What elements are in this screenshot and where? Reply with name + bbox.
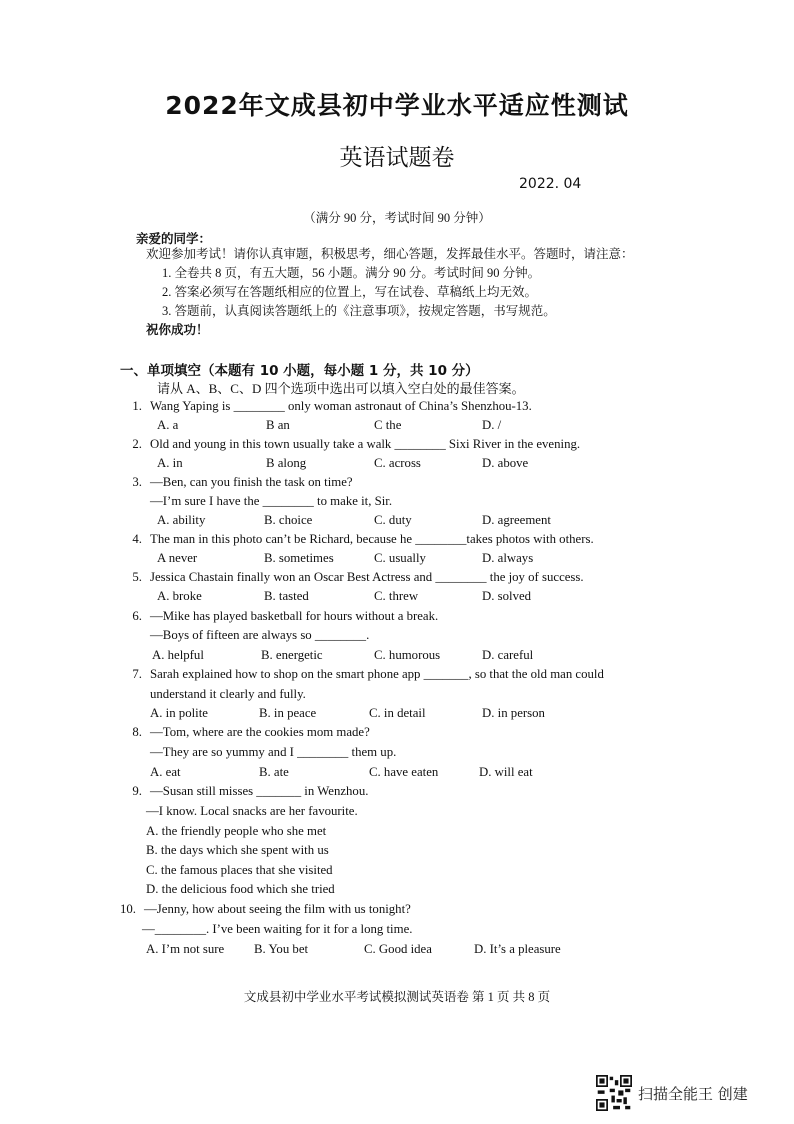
option: B an [266,418,290,432]
option: B. the days which she spent with us [146,843,329,857]
option: B along [266,456,307,470]
exam-date: 2022. 04 [519,176,582,192]
option: B. choice [264,513,313,527]
option: B. ate [259,765,289,779]
option: B. sometimes [264,551,334,565]
intro-line: 2. 答案必须写在答题纸相应的位置上，写在试卷、草稿纸上均无效。 [162,285,538,299]
question-stem [122,570,584,585]
option: C. across [374,456,421,470]
intro-closing: 祝你成功！ [146,323,209,337]
question-stem [122,475,353,490]
option: A. in [157,456,183,470]
question-text: The man in this photo can’t be Richard, because he ________takes photos with others. [150,532,594,546]
option: C. usually [374,551,426,565]
option: C. duty [374,513,412,527]
question-text: understand it clearly and fully. [150,687,306,701]
page-footer: 文成县初中学业水平考试模拟测试英语卷 第 1 页 共 8 页 [243,990,551,1004]
question-text: —Mike has played basketball for hours without a break. [150,609,439,623]
option: C. the famous places that she visited [146,863,333,877]
option: A. in polite [150,706,208,720]
option: A. I’m not sure [146,942,225,956]
question-text: —________. I’ve been waiting for it for a long time. [142,922,413,936]
question-number: 8. [132,725,142,739]
question-number: 3. [132,475,142,489]
option: D. above [482,456,529,470]
option: D. It’s a pleasure [474,942,561,956]
question-number: 1. [132,399,142,413]
question-text: —Boys of fifteen are always so ________. [150,628,370,642]
question-text: —Tom, where are the cookies mom made? [150,725,370,739]
option: C the [374,418,402,432]
exam-subtitle: 英语试题卷 [339,145,455,171]
option: A. a [157,418,179,432]
question-text: Sarah explained how to shop on the smart phone app _______, so that the old man could [150,667,604,681]
question-stem [122,532,594,547]
question-stem [122,784,368,799]
option: D. agreement [482,513,551,527]
question-text: —Susan still misses _______ in Wenzhou. [150,784,369,798]
question-number: 4. [132,532,142,546]
question-text: —Ben, can you finish the task on time? [150,475,353,489]
question-stem [122,437,580,452]
intro-block [146,245,706,340]
option: A. the friendly people who she met [146,824,327,838]
option: A. eat [150,765,181,779]
question-number: 6. [132,609,142,623]
question-text: —Jenny, how about seeing the film with us tonight? [144,902,411,916]
intro-line: 3. 答题前，认真阅读答题纸上的《注意事项》，按规定答题，书写规范。 [162,304,556,318]
question-text: —They are so yummy and I ________ them up. [150,745,397,759]
question-stem [116,902,411,917]
question-text: —I’m sure I have the ________ to make it, Sir. [150,494,393,508]
option: A never [157,551,198,565]
question-number: 5. [132,570,142,584]
option: C. threw [374,589,419,603]
question-number: 10. [120,902,136,916]
exam-note: （满分 90 分，考试时间 90 分钟） [303,211,491,225]
question-text: Old and young in this town usually take a walk ________ Sixi River in the evening. [150,437,581,451]
option: D. in person [482,706,545,720]
intro-line: 1. 全卷共 8 页，有五大题，56 小题。满分 90 分。考试时间 90 分钟。 [162,266,541,280]
option: D. will eat [479,765,533,779]
section-instruction: 请从 A、B、C、D 四个选项中选出可以填入空白处的最佳答案。 [157,381,525,396]
exam-title: 2022年文成县初中学业水平适应性测试 [165,91,629,120]
question-stem [122,399,532,414]
option: B. You bet [254,942,309,956]
option: D. / [482,418,502,432]
option: C. Good idea [364,942,432,956]
scanner-stamp [596,1075,748,1111]
section-heading: 一、单项填空（本题有 10 小题，每小题 1 分，共 10 分） [120,363,479,379]
option: C. have eaten [369,765,439,779]
question-stem [122,725,370,740]
option: A. ability [157,513,206,527]
option: D. the delicious food which she tried [146,882,335,896]
question-text: —I know. Local snacks are her favourite. [146,804,358,818]
greeting: 亲爱的同学： [136,232,212,246]
option: A. helpful [152,648,204,662]
option: D. careful [482,648,534,662]
option: C. humorous [374,648,441,662]
option: D. always [482,551,534,565]
stamp-text: 扫描全能王 创建 [638,1084,748,1103]
option: A. broke [157,589,202,603]
option: B. in peace [259,706,317,720]
question-stem [122,667,604,682]
option: B. energetic [261,648,323,662]
intro-line: 欢迎参加考试！请你认真审题，积极思考，细心答题，发挥最佳水平。答题时，请注意： [146,247,634,261]
question-number: 7. [132,667,142,681]
question-stem [122,609,438,624]
question-number: 2. [132,437,142,451]
option: D. solved [482,589,532,603]
question-number: 9. [132,784,142,798]
option: B. tasted [264,589,309,603]
qr-code-icon [596,1075,632,1111]
question-text: Wang Yaping is ________ only woman astronaut of China’s Shenzhou-13. [150,399,532,413]
option: C. in detail [369,706,426,720]
question-text: Jessica Chastain finally won an Oscar Best Actress and ________ the joy of success. [150,570,584,584]
